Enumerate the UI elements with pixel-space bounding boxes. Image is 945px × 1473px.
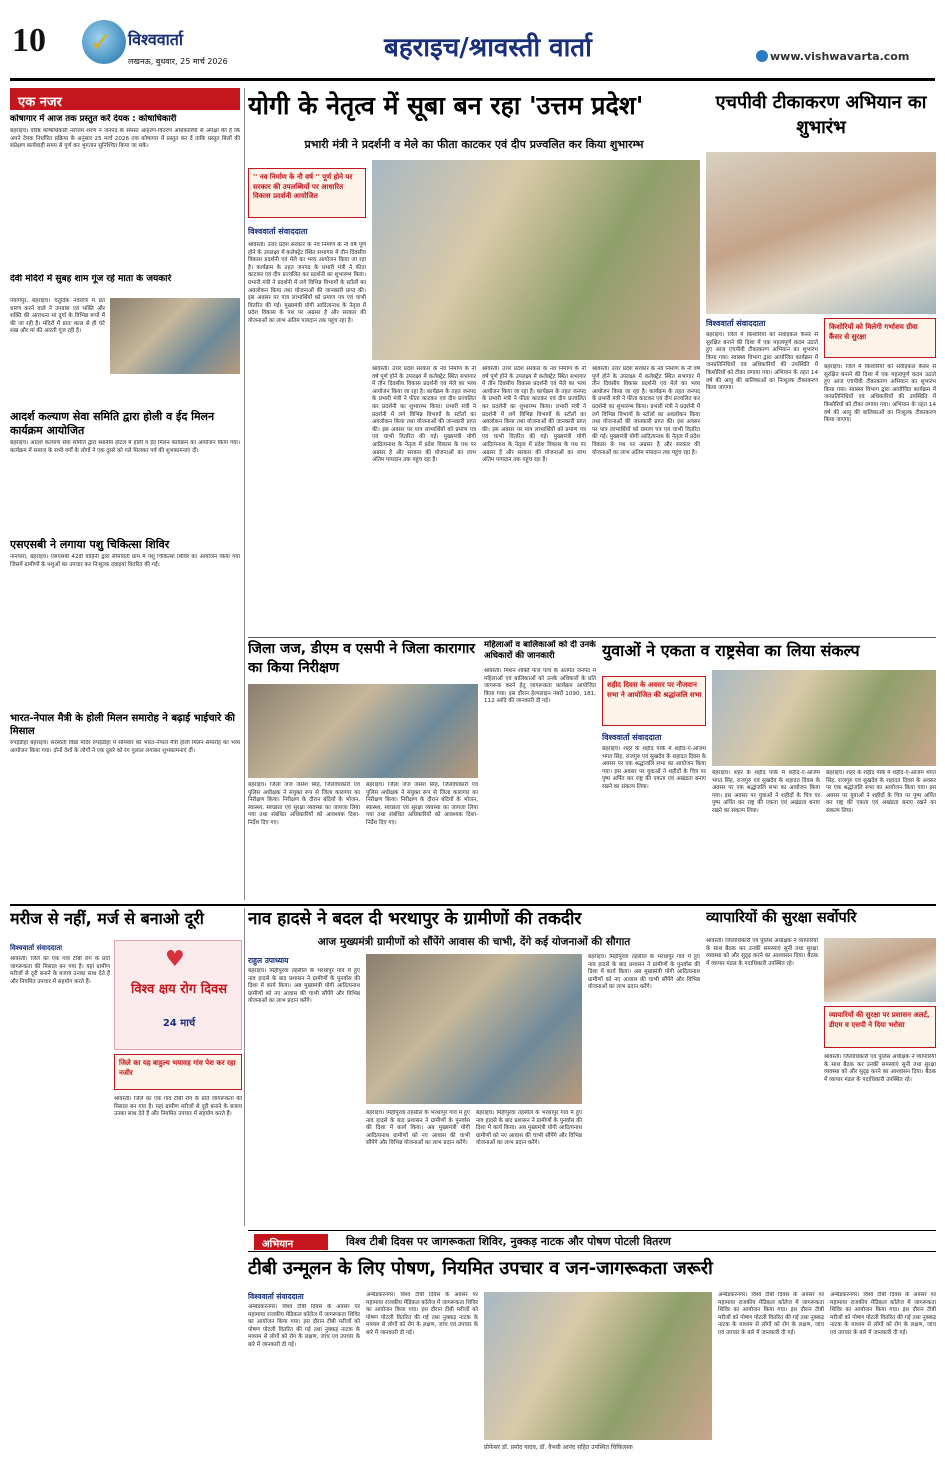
hpv-story [706,88,936,634]
tb-headline: मरीज से नहीं, मर्ज से बनाओ दूरी [10,909,204,928]
traders-headline: व्यापारियों की सुरक्षा सर्वोपरि [706,910,857,926]
boat-story [248,908,700,1226]
abhiyan-byline: विश्ववार्ता संवाददाता [248,1292,304,1301]
lead-body-col2: श्रावस्ती। उत्तर प्रदेश सरकार के नव निर्माण के नौ वर्ष पूर्ण होने के उपलक्ष्य में कलेक्ट्रेट स्थित सभागार में तीन दिवसीय विकास प्रदर्शनी एवं मेले का भव्य आयोजन किया जा रहा है। कार्यक्रम के तहत जनपद के प्रभारी मंत्री ने फीता काटकर एवं दीप प्रज्वलित कर प्रदर्शनी का शुभारम्भ किया। प्रभारी मंत्री ने प्रदर्शनी में लगे विभिन्न विभागों के स्टॉलों का अवलोकन किया तथा योजनाओं की जानकारी प्राप्त की। इस अवसर पर पात्र लाभार्थियों को प्रमाण पत्र एवं चाभी वितरित की गई। मुख्यमंत्री योगी आदित्यनाथ के नेतृत्व में प्रदेश विकास के पथ पर अग्रसर है और सरकार की योजनाओं का लाभ अंतिम पायदान तक पहुंच रहा है। [372,366,476,464]
boat-body-col1: बहराइच। मिहींपुरवा तहसील के भरथापुर गांव में हुए नाव हादसे के बाद प्रशासन ने ग्रामीणों के पुनर्वास की दिशा में कार्य किया। अब मुख्यमंत्री योगी आदित्यनाथ ग्रामीणों को नए आवास की चाभी सौंपेंगे और विभिन्न योजनाओं का लाभ प्रदान करेंगे। [248,968,360,1005]
youth-photo [712,670,936,766]
tb-story [10,908,242,1464]
lead-photo [372,160,700,360]
tb-callout-text: जिले का यह बाहुल्य भयावह गांव पेश कर रहा नजीर [119,1059,236,1077]
paper-logo-check-icon: ✓ [90,28,112,58]
tb-callout [114,1054,242,1090]
lead-byline: विश्ववार्ता संवाददाता [248,227,308,236]
hpv-byline: विश्ववार्ता संवाददाता [706,319,766,328]
lead-callout [248,168,366,218]
hpv-callout-text: किशोरियों को मिलेगी गर्भाशय ग्रीवा कैंसर से सुरक्षा [829,323,918,341]
jail-headline: जिला जज, डीएम व एसपी ने जिला कारागार का किया निरीक्षण [248,641,476,676]
website[interactable]: www.vishwavarta.com [770,50,910,63]
abhiyan-headline: टीबी उन्मूलन के लिए पोषण, नियमित उपचार व जन-जागरूकता जरूरी [248,1258,713,1279]
ek-nazar-column [10,88,240,900]
abhiyan-photo [484,1292,712,1440]
boat-photo [366,954,582,1104]
poster-title: विश्व क्षय रोग दिवस [130,982,228,997]
traders-story [706,908,936,1226]
hpv-headline: एचपीवी टीकाकरण अभियान का शुभारंभ [715,92,927,138]
poster-date: 24 मार्च [162,1018,196,1029]
abhiyan-strap: विश्व टीबी दिवस पर जागरूकता शिविर, नुक्कड़ नाटक और पोषण पोटली वितरण [346,1235,671,1248]
brief-title: कोषागार में आज तक प्रस्तुत करें देयक : कोषाधिकारी [10,114,177,124]
paper-name: विश्ववार्ता [128,30,184,49]
abhiyan-tag: अभियान [254,1234,328,1250]
hpv-body-col2: बहराइच। जिले में किशोरियों को सर्वाइकल कैंसर से सुरक्षित बनाने की दिशा में एक महत्वपूर्ण कदम उठाते हुए आज एचपीवी टीकाकरण अभियान का शुभारंभ किया गया। स्वास्थ्य विभाग द्वारा आयोजित कार्यक्रम में जनप्रतिनिधियों एवं अधिकारियों की उपस्थिति में किशोरियों को टीका लगाया गया। अभियान के तहत 14 वर्ष की आयु की बालिकाओं का निःशुल्क टीकाकरण किया जाएगा। [824,364,936,424]
youth-byline: विश्ववार्ता संवाददाता [602,733,662,742]
brief-title: एसएसबी ने लगाया पशु चिकित्सा शिविर [10,538,170,551]
brief-body: बहराइच। आदर्श कल्याण सेवा समिति द्वारा स्थानीय होटल में होली व ईद मिलन कार्यक्रम का आयोजन किया गया। कार्यक्रम में समाज के सभी वर्गों के लोगों ने एक दूसरे को गले मिलकर पर्व की शुभकामनाएं दीं। [10,440,240,454]
hpv-photo [706,152,936,314]
tb-poster [114,940,242,1050]
abhiyan-body-col2: अम्बेडकरनगर। विश्व टीबी दिवस के अवसर पर महामाया राजकीय मेडिकल कॉलेज में जागरूकता शिविर का आयोजन किया गया। इस दौरान टीबी मरीजों को पोषण पोटली वितरित की गई तथा नुक्कड़ नाटक के माध्यम से लोगों को रोग के लक्षण, जांच एवं उपचार के बारे में जानकारी दी गई। [366,1292,478,1336]
traders-body-col2: श्रावस्ती। जिलाधिकारी एवं पुलिस अधीक्षक ने व्यापारियों के साथ बैठक कर उनकी समस्याएं सुनीं तथा सुरक्षा व्यवस्था को और सुदृढ़ करने का आश्वासन दिया। बैठक में व्यापार मंडल के पदाधिकारी उपस्थित रहे। [824,1054,936,1083]
traders-callout-text: व्यापारियों की सुरक्षा पर प्रशासन अलर्ट, डीएम व एसपी ने दिया भरोसा [829,1011,930,1029]
masthead [0,0,945,84]
boat-subhead: आज मुख्यमंत्री ग्रामीणों को सौंपेंगे आवास की चाभी, देंगे कई योजनाओं की सौगात [317,936,631,948]
brief-body: रुपईडीहा बहराइच। सरस्वती विद्या मंदिर रुपईडीहा में सोमवार को भारत-नेपाल मैत्री होली मिलन समारोह का भव्य आयोजन किया गया। दोनों देशों के लोगों ने एक दूसरे को रंग गुलाल लगाकर शुभकामनाएं दीं। [10,740,240,754]
column-divider [244,88,245,900]
traders-body-col1: श्रावस्ती। जिलाधिकारी एवं पुलिस अधीक्षक ने व्यापारियों के साथ बैठक कर उनकी समस्याएं सुनीं तथा सुरक्षा व्यवस्था को और सुदृढ़ करने का आश्वासन दिया। बैठक में व्यापार मंडल के पदाधिकारी उपस्थित रहे। [706,938,818,967]
ek-nazar-label: एक नजर [10,88,240,110]
boat-body-col2: बहराइच। मिहींपुरवा तहसील के भरथापुर गांव में हुए नाव हादसे के बाद प्रशासन ने ग्रामीणों के पुनर्वास की दिशा में कार्य किया। अब मुख्यमंत्री योगी आदित्यनाथ ग्रामीणों को नए आवास की चाभी सौंपेंगे और विभिन्न योजनाओं का लाभ प्रदान करेंगे। [366,1110,470,1147]
jail-body-col2: बहराइच। जिला जज जसेश सिंह, जिलाधिकारी एवं पुलिस अधीक्षक ने संयुक्त रूप से जिला कारागार का निरीक्षण किया। निरीक्षण के दौरान बंदियों के भोजन, स्वास्थ्य, स्वच्छता एवं सुरक्षा व्यवस्था का जायजा लिया गया तथा संबंधित अधिकारियों को आवश्यक दिशा-निर्देश दिए गए। [366,782,478,826]
place-date: लखनऊ, बुधवार, 25 मार्च 2026 [128,57,228,66]
girls-headline: महिलाओं व बालिकाओं को दी उनके अधिकारों की जानकारी [484,640,596,661]
lead-headline: योगी के नेतृत्व में सूबा बन रहा 'उत्तम प्रदेश' [248,91,644,120]
youth-callout [602,676,706,726]
lungs-icon: ♥ [165,947,185,972]
jail-body-col1: बहराइच। जिला जज जसेश सिंह, जिलाधिकारी एवं पुलिस अधीक्षक ने संयुक्त रूप से जिला कारागार का निरीक्षण किया। निरीक्षण के दौरान बंदियों के भोजन, स्वास्थ्य, स्वच्छता एवं सुरक्षा व्यवस्था का जायजा लिया गया तथा संबंधित अधिकारियों को आवश्यक दिशा-निर्देश दिए गए। [248,782,360,826]
jail-photo [248,684,478,778]
tb-body-col2: श्रावस्ती। जिले का एक गांव टीबी रोग के प्रति जागरूकता की मिसाल बन गया है। यहां ग्रामीण मरीजों से दूरी बनाने के बजाय उनका साथ देते हैं और नियमित उपचार में सहयोग करते हैं। [114,1096,242,1118]
girls-body: श्रावस्ती। मिशन शक्ति फेज पांच के अंतर्गत जनपद में महिलाओं एवं बालिकाओं को उनके अधिकारों के प्रति जागरूक करने हेतु जागरूकता कार्यक्रम आयोजित किया गया। इस दौरान हेल्पलाइन नंबरों 1090, 181, 112 आदि की जानकारी दी गई। [484,668,596,705]
hpv-body-col1: बहराइच। जिले में किशोरियों को सर्वाइकल कैंसर से सुरक्षित बनाने की दिशा में एक महत्वपूर्ण कदम उठाते हुए आज एचपीवी टीकाकरण अभियान का शुभारंभ किया गया। स्वास्थ्य विभाग द्वारा आयोजित कार्यक्रम में जनप्रतिनिधियों एवं अधिकारियों की उपस्थिति में किशोरियों को टीका लगाया गया। अभियान के तहत 14 वर्ष की आयु की बालिकाओं का निःशुल्क टीकाकरण किया जाएगा। [706,332,818,392]
brief-title: देवी मंदिरों में सुबह शाम गूंज रहे माता के जयकारे [10,274,172,284]
abhiyan-photo-caption: प्रोफेसर डॉ. प्रमोद यादव, डॉ. वैभवी आनंद सहित उपस्थित चिकित्सक [484,1444,633,1451]
youth-story [602,640,936,902]
globe-icon [756,50,768,62]
traders-callout [824,1006,936,1048]
jail-story [248,640,478,902]
lead-body-col3: श्रावस्ती। उत्तर प्रदेश सरकार के नव निर्माण के नौ वर्ष पूर्ण होने के उपलक्ष्य में कलेक्ट्रेट स्थित सभागार में तीन दिवसीय विकास प्रदर्शनी एवं मेले का भव्य आयोजन किया जा रहा है। कार्यक्रम के तहत जनपद के प्रभारी मंत्री ने फीता काटकर एवं दीप प्रज्वलित कर प्रदर्शनी का शुभारम्भ किया। प्रभारी मंत्री ने प्रदर्शनी में लगे विभिन्न विभागों के स्टॉलों का अवलोकन किया तथा योजनाओं की जानकारी प्राप्त की। इस अवसर पर पात्र लाभार्थियों को प्रमाण पत्र एवं चाभी वितरित की गई। मुख्यमंत्री योगी आदित्यनाथ के नेतृत्व में प्रदेश विकास के पथ पर अग्रसर है और सरकार की योजनाओं का लाभ अंतिम पायदान तक पहुंच रहा है। [482,366,586,464]
traders-photo [824,938,936,1002]
lead-body-col1: श्रावस्ती। उत्तर प्रदेश सरकार के नव निर्माण के नौ वर्ष पूर्ण होने के उपलक्ष्य में कलेक्ट्रेट स्थित सभागार में तीन दिवसीय विकास प्रदर्शनी एवं मेले का भव्य आयोजन किया जा रहा है। कार्यक्रम के तहत जनपद के प्रभारी मंत्री ने फीता काटकर एवं दीप प्रज्वलित कर प्रदर्शनी का शुभारम्भ किया। प्रभारी मंत्री ने प्रदर्शनी में लगे विभिन्न विभागों के स्टॉलों का अवलोकन किया तथा योजनाओं की जानकारी प्राप्त की। इस अवसर पर पात्र लाभार्थियों को प्रमाण पत्र एवं चाभी वितरित की गई। मुख्यमंत्री योगी आदित्यनाथ के नेतृत्व में प्रदेश विकास के पथ पर अग्रसर है और सरकार की योजनाओं का लाभ अंतिम पायदान तक पहुंच रहा है। [248,242,366,324]
page-number: 10 [12,22,46,59]
abhiyan-body-col3: अम्बेडकरनगर। विश्व टीबी दिवस के अवसर पर महामाया राजकीय मेडिकल कॉलेज में जागरूकता शिविर का आयोजन किया गया। इस दौरान टीबी मरीजों को पोषण पोटली वितरित की गई तथा नुक्कड़ नाटक के माध्यम से लोगों को रोग के लक्षण, जांच एवं उपचार के बारे में जानकारी दी गई। [718,1292,824,1336]
brief-body: नानपारा, बहराइच। एसएसबी 42वीं वाहिनी द्वारा सीमावर्ती ग्राम में पशु चिकित्सा शिविर का आयोजन किया गया जिसमें ग्रामीणों के पशुओं का उपचार कर निःशुल्क दवाइयां वितरित की गईं। [10,554,240,568]
lead-subhead: प्रभारी मंत्री ने प्रदर्शनी व मेले का फीता काटकर एवं दीप प्रज्वलित कर किया शुभारम्भ [304,138,644,151]
abhiyan-strip [248,1230,936,1252]
brief-title: आदर्श कल्याण सेवा समिति द्वारा होली व ईद मिलन कार्यक्रम आयोजित [10,410,215,437]
brief-title: भारत-नेपाल मैत्री के होली मिलन समारोह ने बढ़ाई भाईचारे की मिसाल [10,713,235,737]
masthead-rule [10,78,935,81]
section-rule [10,904,936,906]
tb-byline: विश्ववार्ता संवाददाता [10,944,63,952]
youth-body-col1: बहराइच। शहर के शहीद पार्क में शहीद-ए-आजम भगत सिंह, राजगुरु एवं सुखदेव के शहादत दिवस के अवसर पर एक श्रद्धांजलि सभा का आयोजन किया गया। इस अवसर पर युवाओं ने शहीदों के चित्र पर पुष्प अर्पित कर राष्ट्र की एकता एवं अखंडता बनाए रखने का संकल्प लिया। [602,746,706,790]
boat-body-col3: बहराइच। मिहींपुरवा तहसील के भरथापुर गांव में हुए नाव हादसे के बाद प्रशासन ने ग्रामीणों के पुनर्वास की दिशा में कार्य किया। अब मुख्यमंत्री योगी आदित्यनाथ ग्रामीणों को नए आवास की चाभी सौंपेंगे और विभिन्न योजनाओं का लाभ प्रदान करेंगे। [476,1110,582,1147]
temple-photo [110,298,240,374]
boat-byline: राहुल उपाध्याय [248,956,289,965]
section-rule [248,637,936,638]
abhiyan-body-col1: अम्बेडकरनगर। विश्व टीबी दिवस के अवसर पर महामाया राजकीय मेडिकल कॉलेज में जागरूकता शिविर का आयोजन किया गया। इस दौरान टीबी मरीजों को पोषण पोटली वितरित की गई तथा नुक्कड़ नाटक के माध्यम से लोगों को रोग के लक्षण, जांच एवं उपचार के बारे में जानकारी दी गई। [248,1304,360,1348]
hpv-callout [824,318,936,358]
lead-story [248,88,700,634]
tb-body-col1: श्रावस्ती। जिले का एक गांव टीबी रोग के प्रति जागरूकता की मिसाल बन गया है। यहां ग्रामीण मरीजों से दूरी बनाने के बजाय उनका साथ देते हैं और नियमित उपचार में सहयोग करते हैं। [10,956,110,985]
lead-callout-text: '' नव निर्माण के नौ वर्ष '' पूर्ण होने पर सरकार की उपलब्धियों पर आधारित विकास प्रदर्शनी आयोजित [253,173,353,200]
boat-body-col4: बहराइच। मिहींपुरवा तहसील के भरथापुर गांव में हुए नाव हादसे के बाद प्रशासन ने ग्रामीणों के पुनर्वास की दिशा में कार्य किया। अब मुख्यमंत्री योगी आदित्यनाथ ग्रामीणों को नए आवास की चाभी सौंपेंगे और विभिन्न योजनाओं का लाभ प्रदान करेंगे। [588,954,700,991]
lead-body-col4: श्रावस्ती। उत्तर प्रदेश सरकार के नव निर्माण के नौ वर्ष पूर्ण होने के उपलक्ष्य में कलेक्ट्रेट स्थित सभागार में तीन दिवसीय विकास प्रदर्शनी एवं मेले का भव्य आयोजन किया जा रहा है। कार्यक्रम के तहत जनपद के प्रभारी मंत्री ने फीता काटकर एवं दीप प्रज्वलित कर प्रदर्शनी का शुभारम्भ किया। प्रभारी मंत्री ने प्रदर्शनी में लगे विभिन्न विभागों के स्टॉलों का अवलोकन किया तथा योजनाओं की जानकारी प्राप्त की। इस अवसर पर पात्र लाभार्थियों को प्रमाण पत्र एवं चाभी वितरित की गई। मुख्यमंत्री योगी आदित्यनाथ के नेतृत्व में प्रदेश विकास के पथ पर अग्रसर है और सरकार की योजनाओं का लाभ अंतिम पायदान तक पहुंच रहा है। [592,366,700,456]
youth-headline: युवाओं ने एकता व राष्ट्रसेवा का लिया संकल्प [602,641,860,660]
boat-headline: नाव हादसे ने बदल दी भरथापुर के ग्रामीणों की तकदीर [248,909,582,929]
abhiyan-body-col4: अम्बेडकरनगर। विश्व टीबी दिवस के अवसर पर महामाया राजकीय मेडिकल कॉलेज में जागरूकता शिविर का आयोजन किया गया। इस दौरान टीबी मरीजों को पोषण पोटली वितरित की गई तथा नुक्कड़ नाटक के माध्यम से लोगों को रोग के लक्षण, जांच एवं उपचार के बारे में जानकारी दी गई। [830,1292,936,1336]
brief-body: बहराइच। वरिष्ठ कोषाधिकारी नरोत्तम शरण ने जनपद के समस्त आहरण-वितरण अधिकारियों से अपेक्षा की है कि अपने देयक निर्धारित प्रक्रिया के अनुसार 25 मार्च 2026 तक कोषागार में प्रस्तुत कर दें ताकि प्रस्तुत बिलों की संप्रेक्षण कार्यवाही समय से पूर्ण कर भुगतान सुनिश्चित किया जा सके। [10,128,240,150]
brief-body: पयागपुर, बहराइच। चतुर्दिक नवरात्रि में व्रत धारण करने वाले ने उपवास एवं भक्ति और शक्ति की आराधना मां दुर्गा के विभिन्न रूपों में की जा रही है। मंदिरों में प्रातः काल से ही घंटे शंख और मां की आरती गूंज रही है। [10,298,105,335]
youth-callout-text: शहीद दिवस के अवसर पर नौजवान सभा ने आयोजित की श्रद्धांजलि सभा [607,681,702,699]
column-divider [244,908,245,1226]
girls-story [484,640,596,902]
youth-body-col2: बहराइच। शहर के शहीद पार्क में शहीद-ए-आजम भगत सिंह, राजगुरु एवं सुखदेव के शहादत दिवस के अवसर पर एक श्रद्धांजलि सभा का आयोजन किया गया। इस अवसर पर युवाओं ने शहीदों के चित्र पर पुष्प अर्पित कर राष्ट्र की एकता एवं अखंडता बनाए रखने का संकल्प लिया। [712,770,820,814]
youth-body-col3: बहराइच। शहर के शहीद पार्क में शहीद-ए-आजम भगत सिंह, राजगुरु एवं सुखदेव के शहादत दिवस के अवसर पर एक श्रद्धांजलि सभा का आयोजन किया गया। इस अवसर पर युवाओं ने शहीदों के चित्र पर पुष्प अर्पित कर राष्ट्र की एकता एवं अखंडता बनाए रखने का संकल्प लिया। [826,770,936,814]
abhiyan-story [248,1256,936,1464]
page-title: बहराइच/श्रावस्ती वार्ता [384,33,592,63]
